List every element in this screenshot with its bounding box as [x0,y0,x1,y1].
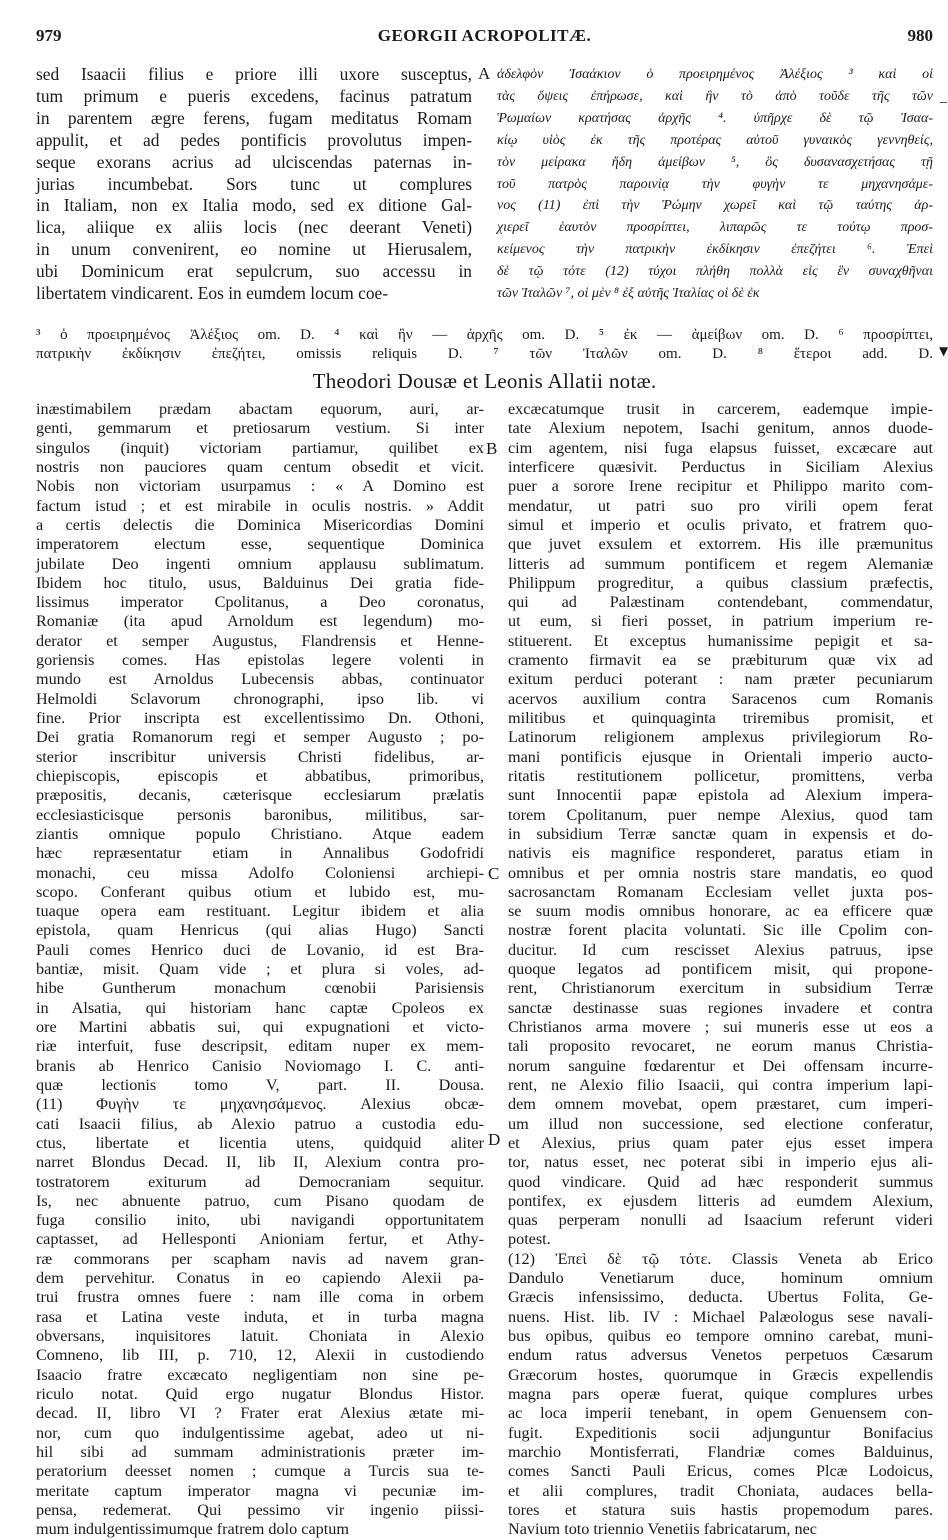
text-line: sacrosanctam Romanam Ecclesiam vellet juxta pos- [508,882,933,901]
text-line: Nobis non victoriam usurpamus : « A Domino est [36,477,484,496]
text-line: quæ lectionis tomo V, part. II. Dousa. [36,1075,484,1094]
text-line: militibus et quinquaginta triremibus promisit, et [508,709,933,727]
arrow-down-icon: ▼ [939,344,948,358]
text-line: hibe Guntherum monachum cœnobii Parisiensis [36,979,484,998]
text-line: in unum convenirent, eo nomine ut Hierusalem, [36,239,472,260]
text-line: jubilate Deo ingenti omnium applausu sublimatum. [36,554,484,573]
text-line: rent, ne Alexio filio Isaacii, qui contra imperium lapi- [508,1075,933,1094]
text-line: ritatis restitutionem pollicetur, promittens, verba [508,766,933,785]
text-line: monachi, ceu missa Adolfo Coloniensi archiepi- [36,863,484,882]
text-line: in subsidium Terræ sanctæ quam in expensis et do- [508,824,933,843]
text-line: Helmoldi Sclavorum chronographi, ipso lib. vi [36,689,484,708]
text-line: peratorium deesset nomen ; cumque a Turcis sua te- [36,1462,484,1481]
text-line: tali proposito revocaret, ne eorum manus Christia- [508,1037,933,1056]
text-line: cim agentem, nisi fuga elapsus fuisset, excæcare aut [508,438,933,457]
text-line: fine. Prior inscripta est excellentissimo Dn. Othoni, [36,709,484,727]
text-line: rent, Christianorum exercitum in subsidium Terræ [508,979,933,998]
text-line: interficere quæsivit. Perductus in Siciliam Alexius [508,457,933,476]
text-line: Dei gratia Romanorum regi et semper Augusto ; po- [36,728,484,747]
text-line: decad. II, libro VI ? Frater erat Alexius ætate mi- [36,1404,484,1423]
text-line: lissimus imperator Cpolitanus, a Deo coronatus, [36,593,484,612]
text-line: dem omnem movebat, opem præstaret, cum imperi- [508,1095,933,1114]
notes-left-column [36,400,484,1539]
text-line: (12) Ἐπεὶ δὲ τῷ τότε. Classis Veneta ab Erico [508,1249,933,1268]
text-line: Is, nec abnuente patruo, cum Pisano quodam de [36,1191,484,1210]
text-line: cati Isaacii filius, ab Alexio patruo a custodia edu- [36,1114,484,1133]
text-line: κείμενος τὴν πατρικὴν ἐκδίκησιν ἐπεζήτει ⁶. Ἐπεὶ [497,242,933,258]
margin-tick [940,102,947,103]
text-line: χιερεῖ ἑαυτὸν προσρίπτει, λιπαρῶς τε τούτῳ προσ- [497,220,933,236]
text-line: mani pontificis ejusque in Orientali imperio aucto- [508,747,933,766]
text-line: um illud non successione, sed electione conferatur, [508,1114,933,1133]
footnote-line: ³ ὁ προειρημένος Ἀλέξιος om. D. ⁴ καὶ ἣν — ἀρχῆς om. D. ⁵ ἐκ — ἀμείβων om. D. ⁶ προσρίπτει, [36,327,933,343]
text-line: fugit. Expeditionis socii adjunguntur Bonifacius [508,1423,933,1442]
text-line: factum istud ; et est mirabile in oculis nostris. » Addit [36,496,484,515]
text-line: captasset, ad Hellesponti Anioniam fertur, et Athy- [36,1230,484,1249]
text-line: genti, gemmarum et pretiosarum vestium. Si inter [36,419,484,438]
text-line: τοῦ πατρὸς παροινίᾳ τὴν φυγὴν τε μηχανησάμε- [497,176,933,192]
text-line: tor, natus esset, nec poterat sibi in imperio ejus ali- [508,1153,933,1172]
text-line: Pauli comes Henrico duci de Lovanio, id est Bra- [36,940,484,959]
margin-letter-b: B [486,439,498,458]
text-line: ut eum, si fieri posset, in patrium imperium re- [508,612,933,631]
text-line: sed Isaacii filius e priore illi uxore susceptus, [36,64,472,84]
text-line: mendatur, ut patri suo pro virili opem ferat [508,496,933,515]
text-line: narret Blondus Decad. II, lib II, Alexium contra pro- [36,1153,484,1172]
text-line: Navium toto triennio Venetiis fabricatarum, nec [508,1520,817,1539]
text-line: comes Sancti Pauli Ericus, comes Plcæ Lodoicus, [508,1462,933,1481]
text-line: ore Martini abbatis sui, qui expugnationi et victo- [36,1018,484,1036]
text-line: branis ab Henrico Canisio Noviomago I. C. anti- [36,1056,484,1075]
text-line: Dandulo Venetiarum duce, hominum omnium [508,1269,933,1288]
text-line: δὲ τῷ τότε (12) τύχοι πλήθη πολλὰ εἰς ἓν συναχθῆναι [497,264,933,280]
text-line: norum sanguine fœdarentur et Dei offensam incurre- [508,1056,933,1075]
text-line: epistola, quam Henricus (qui alias Hugo) Sancti [36,921,484,940]
text-line: meritate captum imperator magna vi pecuniæ im- [36,1481,484,1500]
text-line: simul et imperio et oculis privato, et fratrem quo- [508,515,933,534]
text-line: κίῳ υἱὸς ἐκ τῆς προτέρας αὐτοῦ γυναικὸς γεννηθείς, [497,132,933,148]
text-line: νος (11) ἐπὶ τὴν Ῥώμην χωρεῖ καὶ τῷ ταύτης ἀρ- [497,198,933,214]
text-line: mundo est Arnoldus Lubecensis abbas, continuator [36,670,484,689]
notes-right-column [508,400,933,1539]
text-line: rasa et Latina veste induta, et in turba magna [36,1307,484,1326]
text-line: dem pervehitur. Conatus in eo capiendo Alexii pa- [36,1269,484,1288]
left-page-number: 979 [36,26,62,45]
text-line: quas perperam nonulli ad Isaacium referunt videri [508,1211,933,1230]
text-line: derator et semper Augustus, Flandrensis et Henne- [36,631,484,650]
text-line: nuens. Hist. lib. IV : Michael Palæologus sese navali- [508,1307,933,1326]
text-line: appulit, et ad pedes pontificis provolutus impen- [36,129,472,150]
text-line: ubi Dominicum erat sepulcrum, suo accessu in [36,261,472,282]
text-line: Isaacio fratre excæcato negligentiam non sine pe- [36,1365,484,1384]
text-line: Romaniæ (ita apud Arnoldum est legendum) mo- [36,612,484,631]
text-line: obversans, inquisitores latuit. Choniata in Alexio [36,1327,484,1345]
text-line: inæstimabilem prædam abactam equorum, auri, ar- [36,400,484,418]
text-line: omnibus et per omnia nostris stare mandatis, eo quod [508,863,933,882]
text-line: pontifex, ex ejusdem litteris ad eumdem Alexium, [508,1191,933,1210]
text-line: tores et statura suis hastis propemodum pares. [508,1500,933,1519]
text-line: tate Alexium nepotem, Isachi genitum, annos duode- [508,419,933,438]
text-line: goriensis comes. Has epistolas legere volenti in [36,651,484,670]
text-line: Comneno, lib III, p. 710, 12, Alexii in custodiendo [36,1346,484,1365]
text-line: τὸν μείρακα ἤδη ἀμείβων ⁵, ὃς δυσανασχετήσας τῇ [497,154,933,170]
text-line: (11) Φυγὴν τε μηχανησάμενος. Alexius obcæ- [36,1095,484,1114]
text-line: bantiæ, misit. Quam vide ; et plura si voles, ad- [36,960,484,979]
text-line: bus opibus, quibus eo tempore omnino carebat, muni- [508,1327,933,1345]
text-line: Philippum progreditur, a quibus classium præfectis, [508,573,933,592]
text-line: nor, cum quo indulgentissime agebat, adeo ut ni- [36,1423,484,1442]
text-line: et Alexius, prius quam pater ejus esset impera [508,1133,933,1152]
text-line: scopo. Conferant quibus otium et lubido est, mu- [36,882,484,901]
text-line: nostræ forent placita voluntati. Sic ille Cpolim con- [508,921,933,940]
text-line: sterior inscribitur universis Christi fidelibus, ar- [36,747,484,766]
running-title: GEORGII ACROPOLITÆ. [377,26,592,45]
text-line: sanctæ destinasse suas regiones invadere et contra [508,998,933,1017]
text-line: cramento firmavit ea se præbiturum quæ vix ad [508,651,933,670]
text-line: que juvet exsulem et extorrem. His ille præmunitus [508,535,933,554]
text-line: libertatem vindicarent. Eos in eumdem locum coe- [36,283,389,304]
text-line: imperatorem electum esse, sequentique Dominica [36,535,484,554]
footnote-line: πατρικὴν ἐκδίκησιν ἐπεζήτει, omissis reliquis D. ⁷ τῶν Ἰταλῶν om. D. ⁸ ἕτεροι add. D. [36,346,933,362]
text-line: ducitur. Id cum rescisset Alexius patruus, ipse [508,940,933,959]
text-line: jurias incumbebat. Sors tunc ut complures [36,173,472,194]
text-line: acervos auxilium contra Saracenos cum Romanis [508,689,933,708]
text-line: tum primum e pueris excedens, facinus patratum [36,85,472,106]
text-line: potest. [508,1230,551,1249]
text-line: seque exorans acrius ad ulciscendas paternas in- [36,151,472,172]
text-line: riculo notat. Quid ergo nugatur Blondus Histor. [36,1384,484,1403]
text-line: quoque legatos ad pontificem misit, qui propone- [508,960,933,979]
text-line: in Alsatia, qui historiam hanc captæ Cpoleos ex [36,998,484,1017]
text-line: trui frustra omnes fuere : nam ille coma in orbem [36,1288,484,1307]
text-line: lica, aliique ex aliis locis (nec deerant Veneti) [36,217,472,238]
text-line: fuga consilio inito, ubi navigandi opportunitatem [36,1211,484,1230]
text-line: tuaque opera eam restituant. Legitur ibidem et alia [36,902,484,921]
right-page-number: 980 [907,26,933,45]
text-line: τὰς ὄψεις ἐπήρωσε, καὶ ἣν τὸ ἀπὸ τοῦδε τῆς τῶν [497,88,933,104]
text-line: Ῥωμαίων κρατήσας ἀρχῆς ⁴. ὑπῆρχε δὲ τῷ Ἰσαα- [497,110,933,126]
text-line: riæ interfuit, fuse descripsit, editam nuper ex mem- [36,1037,484,1056]
text-line: puer a sorore Irene recipitur et Philippo marito com- [508,477,933,496]
text-line: τῶν Ἰταλῶν ⁷, οἱ μὲν ⁸ ἐξ αὐτῆς Ἰταλίας οἱ δὲ ἐκ [497,286,760,302]
text-line: Latinorum religionem amplexus privilegiorum Ro- [508,728,933,747]
text-line: quod vindicare. Quid ad hæc responderit summus [508,1172,933,1191]
greek-text-column [497,64,933,305]
text-line: excæcatumque trusit in carcerem, eademque impie- [508,400,933,418]
text-line: ac loca imperii tenebant, in opem Genuensem con- [508,1404,933,1423]
text-line: tostratorem exiturum ad Democraniam sequitur. [36,1172,484,1191]
text-line: chiepiscopis, episcopis et abbatibus, primoribus, [36,766,484,785]
notes-heading: Theodori Dousæ et Leonis Allatii notæ. [312,369,657,393]
text-line: torem Cpolitanum, puer nempe Alexius, quod tam [508,805,933,824]
text-line: Ibidem hoc titulo, usus, Balduinus Dei gratia fide- [36,573,484,592]
text-line: marchio Montisferrati, Flandriæ comes Balduinus, [508,1442,933,1461]
margin-letter-a: A [478,64,491,83]
text-line: nostris non pauciores quam centum obsedit et vicit. [36,457,484,476]
text-line: in Italiam, non ex Italia modo, sed ex ditione Gal- [36,195,472,216]
text-line: hæc repræsentatur etiam in Annalibus Godofridi [36,844,484,863]
text-line: Christianos arma movere ; sui muneris esse ut eos a [508,1018,933,1036]
margin-letter-c: C [488,864,500,883]
text-line: magna pars operæ fuerat, quique complures urbes [508,1384,933,1403]
latin-translation-column [36,64,472,305]
text-line: ecclesiasticisque personis baronibus, militibus, sar- [36,805,484,824]
text-line: præpositis, decanis, cæterisque ecclesiarum prælatis [36,786,484,805]
text-line: a certis delectis die Dominica Misericordias Domini [36,515,484,534]
text-line: singulos (inquit) victoriam partiamur, quilibet ex [36,438,484,457]
text-line: exitum perduci poterant : nam præter pecuniarum [508,670,933,689]
text-line: ræ commorans per scapham navis ad navem gran- [36,1249,484,1268]
text-line: se suum modis omnibus honorare, ac ea efficere quæ [508,902,933,921]
text-line: sunt Innocentii papæ epistola ad Alexium impera- [508,786,933,805]
text-line: Græcorum hostes, quorumque in Græcis expellendis [508,1365,933,1384]
text-line: Græcis infensissimo, deducta. Ubertus Folita, Ge- [508,1288,933,1307]
text-line: ἀδελφὸν Ἰσαάκιον ὁ προειρημένος Ἀλέξιος ³ καὶ οἱ [497,67,933,82]
text-line: ctus, libertate et licentia utens, quidquid aliter [36,1133,484,1152]
margin-letter-d: D [488,1130,501,1149]
text-line: ziantis omnique populo Christiano. Atque eadem [36,824,484,843]
text-line: in parentem ægre ferens, fugam meditatus Romam [36,107,472,128]
text-line: nativis eis magnifice responderet, paratus etiam in [508,844,933,863]
text-line: stituerent. Et exceptus humanissime pepigit et sa- [508,631,933,650]
text-line: litteris ad summum pontificem et regem Alemaniæ [508,554,933,573]
text-line: qui ad Palæstinam contendebant, commendatur, [508,593,933,612]
text-line: mum indulgentissimumque fratrem dolo captum [36,1520,349,1539]
page-header [36,26,933,52]
text-line: pensa, redemerat. Qui pessimo vir ingenio piissi- [36,1500,484,1519]
text-line: hil sibi ad summam administrationis præter im- [36,1442,484,1461]
text-line: endum ratus adversus Venetos perpetuos Cæsarum [508,1346,933,1365]
text-line: et alii complures, tradit Choniata, audaces bella- [508,1481,933,1500]
